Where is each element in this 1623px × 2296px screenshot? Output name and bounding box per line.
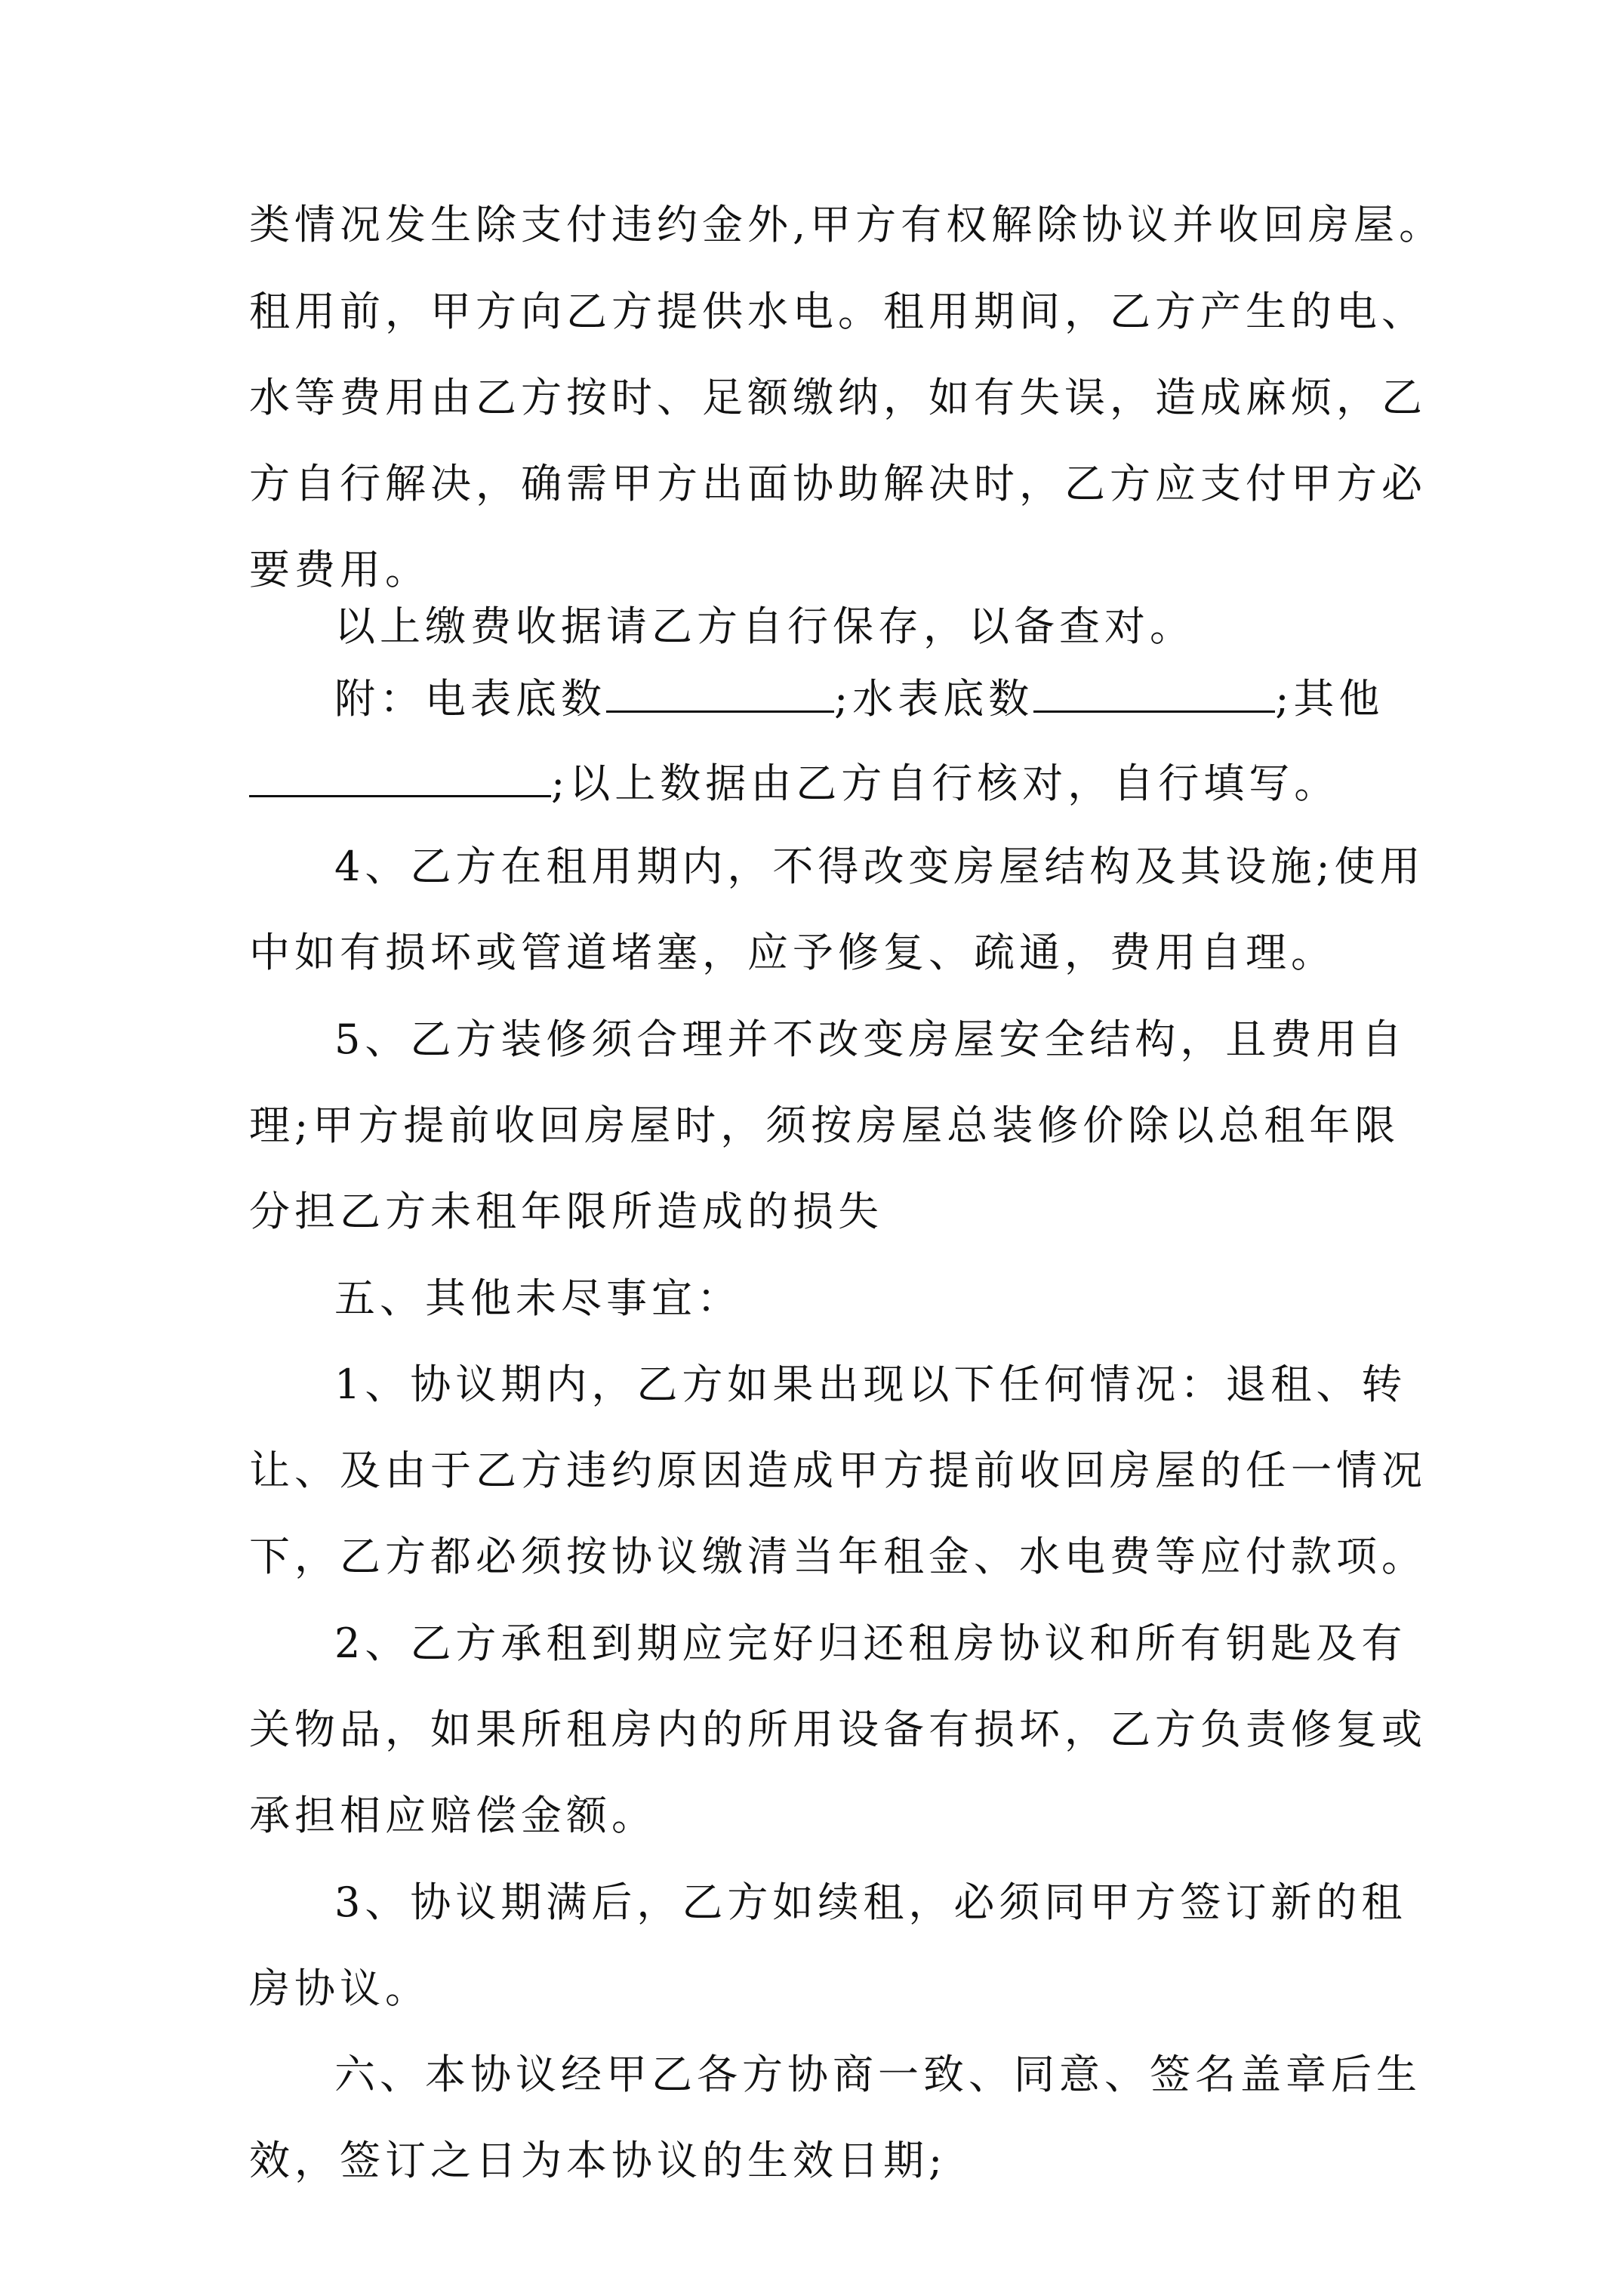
meter-end: ;以上数据由乙方自行核对，自行填写。: [551, 760, 1340, 807]
item-2-line-2: 关物品，如果所租房内的所用设备有损坏，乙方负责修复或: [249, 1706, 1427, 1753]
meter-readings-line-2: [249, 751, 1339, 814]
text-line-5: 要费用。: [249, 546, 430, 593]
clause-4-line-2: 中如有损坏或管道堵塞，应予修复、疏通，费用自理。: [249, 929, 1336, 976]
meter-tail: ;其他: [1275, 675, 1384, 723]
text-line-2: 租用前，甲方向乙方提供水电。租用期间，乙方产生的电、: [249, 288, 1427, 335]
section-6-line-1: 六、本协议经甲乙各方协商一致、同意、签名盖章后生: [334, 2051, 1421, 2098]
text-line-6: 以上缴费收据请乙方自行保存，以备查对。: [334, 603, 1195, 650]
clause-5-line-1: 5、乙方装修须合理并不改变房屋安全结构，且费用自: [334, 1015, 1407, 1063]
clause-5-line-2: 理;甲方提前收回房屋时，须按房屋总装修价除以总租年限: [249, 1102, 1400, 1149]
electric-meter-blank: [606, 667, 834, 713]
meter-readings-line: [334, 667, 1384, 729]
text-line-1: 类情况发生除支付违约金外,甲方有权解除协议并收回房屋。: [249, 201, 1445, 248]
text-line-4: 方自行解决，确需甲方出面协助解决时，乙方应支付甲方必: [249, 460, 1427, 507]
clause-4-line-1: 4、乙方在租用期内，不得改变房屋结构及其设施;使用: [334, 843, 1425, 890]
item-2-line-3: 承担相应赔偿金额。: [249, 1792, 657, 1839]
item-3-line-1: 3、协议期满后，乙方如续租，必须同甲方签订新的租: [334, 1878, 1407, 1926]
meter-mid: ;水表底数: [834, 675, 1034, 723]
water-meter-blank: [1033, 667, 1275, 713]
other-blank: [249, 751, 551, 797]
text-line-3: 水等费用由乙方按时、足额缴纳，如有失误，造成麻烦，乙: [249, 374, 1427, 421]
section-5-heading: 五、其他未尽事宜：: [334, 1274, 742, 1322]
section-6-line-2: 效，签订之日为本协议的生效日期;: [249, 2137, 947, 2184]
item-2-line-1: 2、乙方承租到期应完好归还租房协议和所有钥匙及有: [334, 1620, 1407, 1667]
item-1-line-3: 下，乙方都必须按协议缴清当年租金、水电费等应付款项。: [249, 1533, 1427, 1580]
clause-5-line-3: 分担乙方未租年限所造成的损失: [249, 1188, 883, 1235]
item-3-line-2: 房协议。: [249, 1965, 430, 2012]
item-1-line-2: 让、及由于乙方违约原因造成甲方提前收回房屋的任一情况: [249, 1447, 1427, 1494]
item-1-line-1: 1、协议期内，乙方如果出现以下任何情况：退租、转: [334, 1361, 1407, 1408]
meter-prefix: 附：电表底数: [334, 675, 606, 723]
